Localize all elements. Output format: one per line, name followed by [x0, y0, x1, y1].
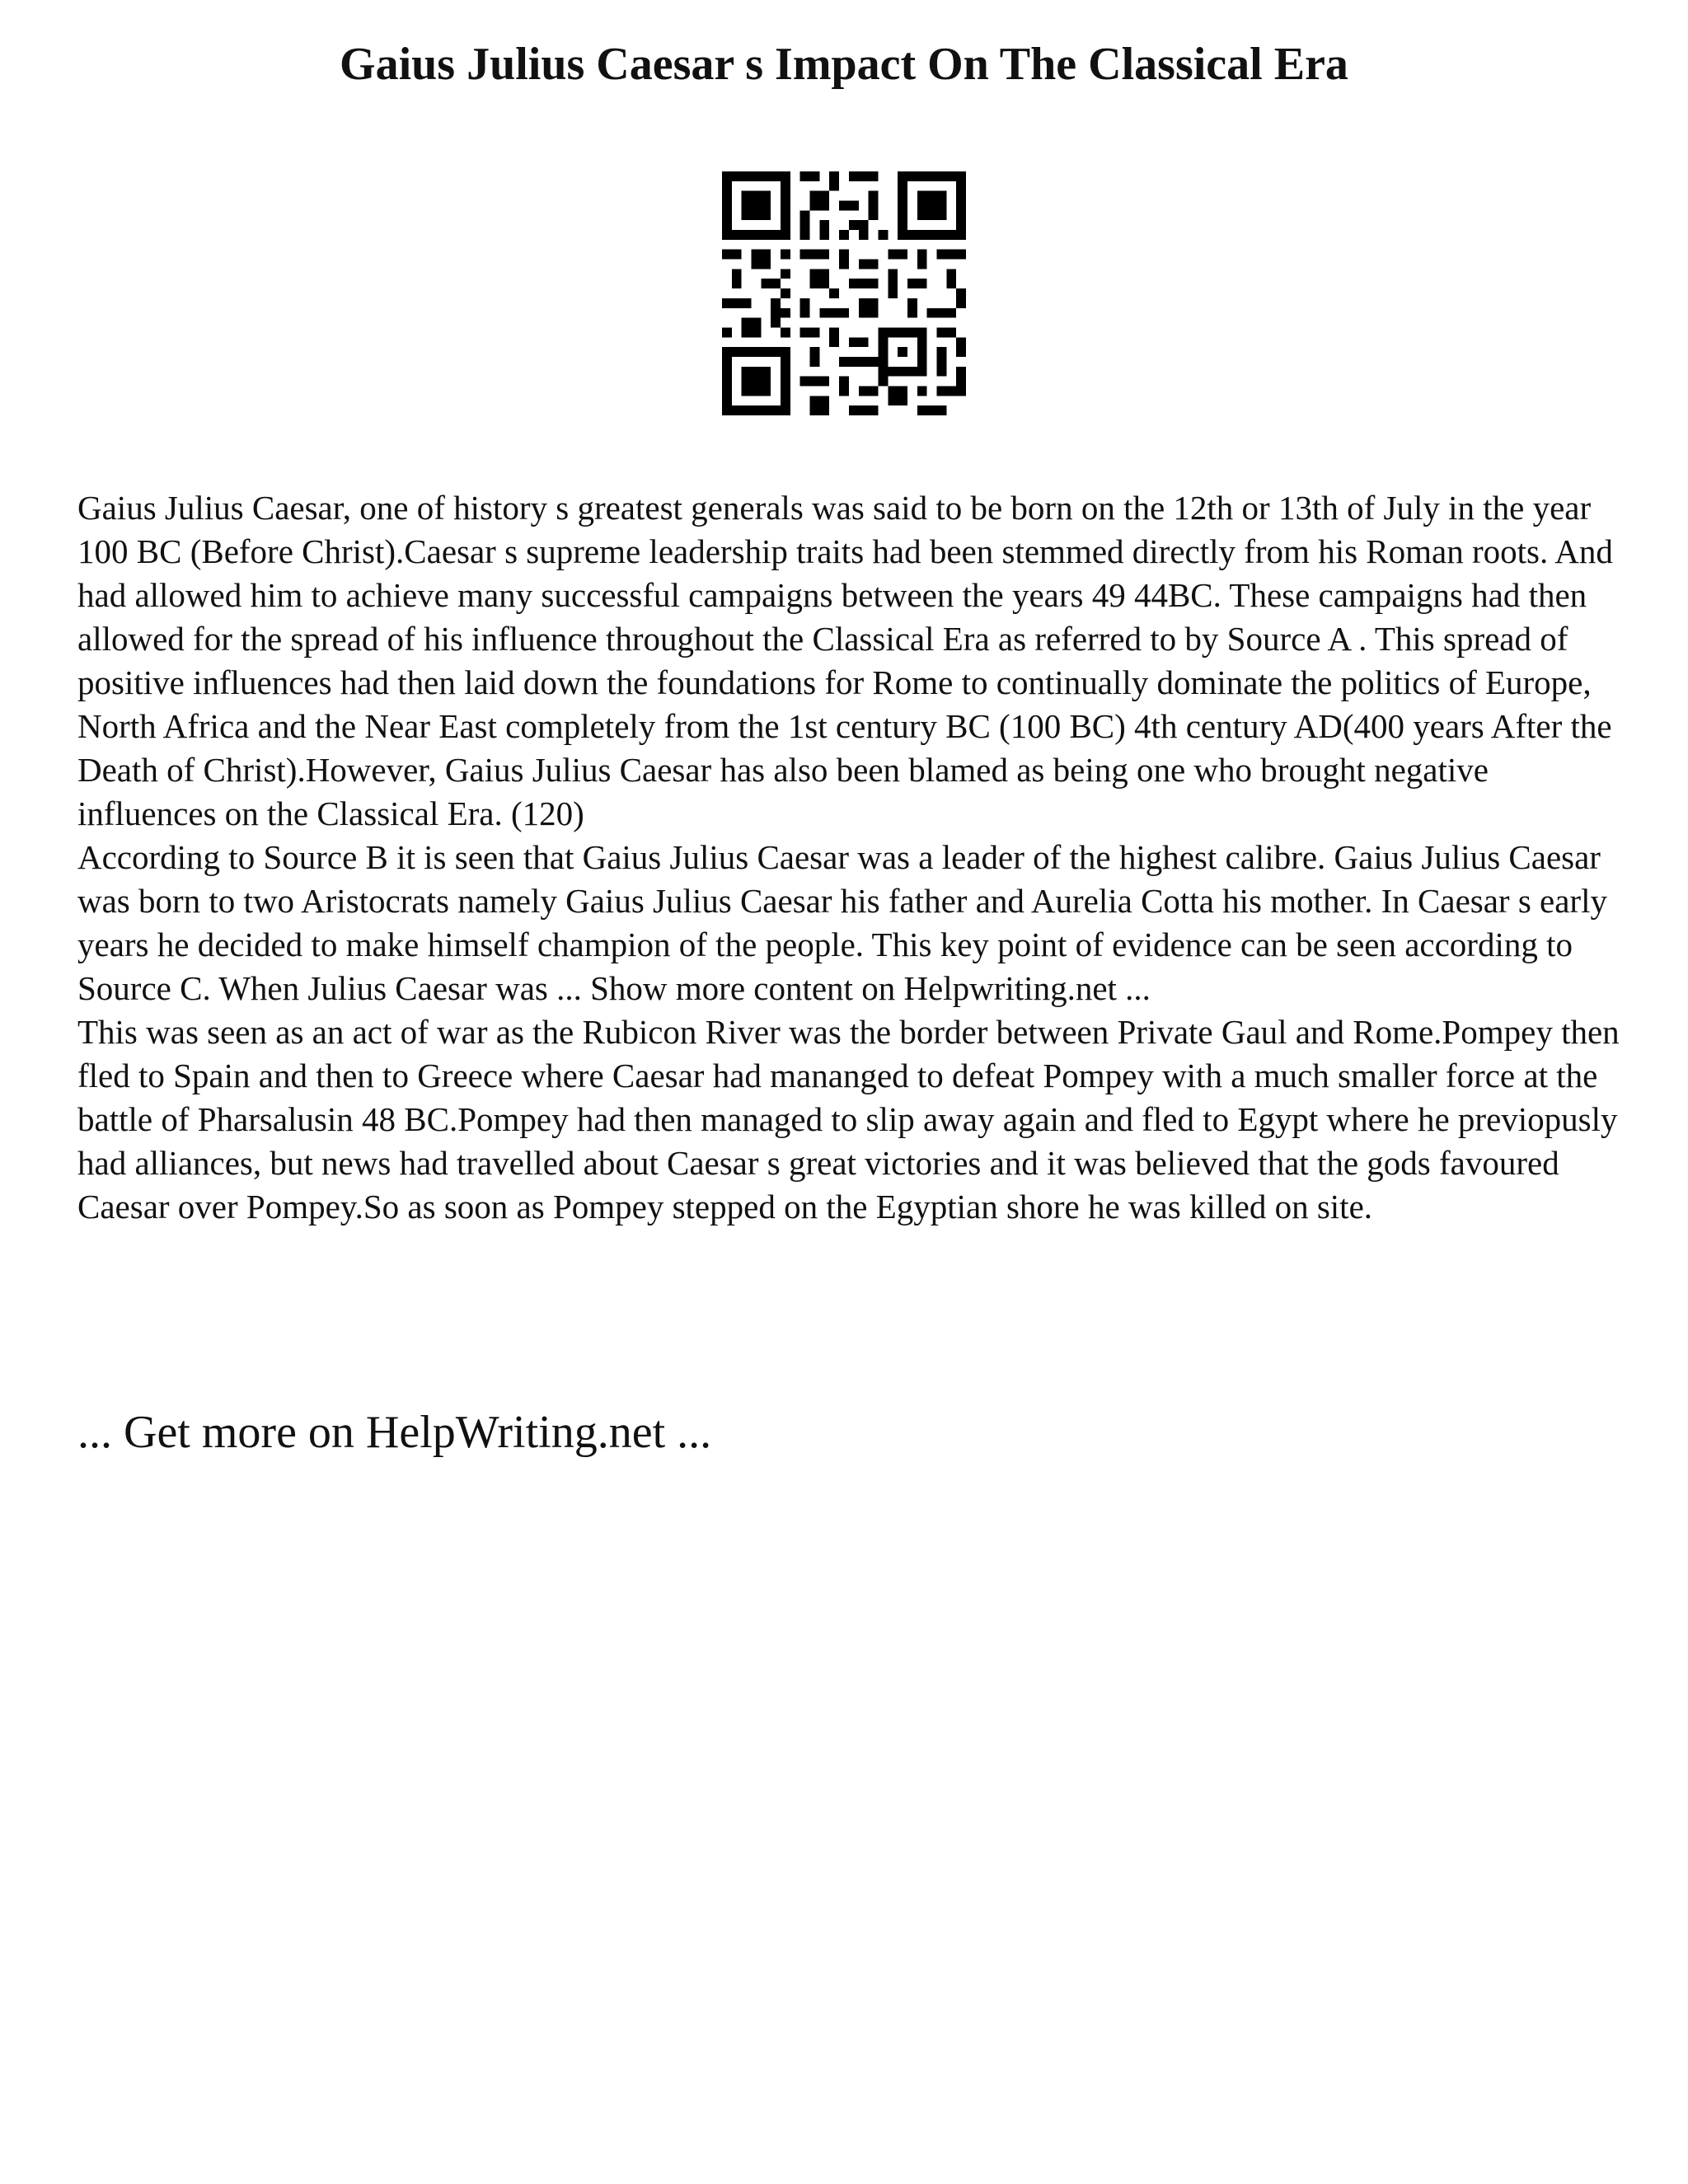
paragraph-rubicon: This was seen as an act of war as the Rubicon River was the border between Private Gaul and Rome.Pompey then fled to Spain and then to Greece where Caesar had mananged to defeat Pompey with a much smaller force at the battle of Pharsalusin 48 BC.Pompey had then managed to slip away again and fled to Egypt where he previopusly had alliances, but news had travelled about Caesar s great victories and it was believed that the gods favoured Caesar over Pompey.So as soon as Pompey stepped on the Egyptian shore he was killed on site.	[77, 1013, 1620, 1226]
paragraph-source-b: According to Source B it is seen that Gaius Julius Caesar was a leader of the highest calibre. Gaius Julius Caesar was born to two Aristocrats namely Gaius Julius Caesar his father and Aurelia Cotta his mother. In Caesar s early years he decided to make himself champion of the people. This key point of evidence can be seen according to Source C. When Julius Caesar was ... Show more content on Helpwriting.net ...	[77, 838, 1607, 1007]
get-more-link[interactable]: ... Get more on HelpWriting.net ...	[77, 1407, 712, 1458]
document-body	[77, 486, 1627, 1229]
paragraph-intro: Gaius Julius Caesar, one of history s greatest generals was said to be born on the 12th or 13th of July in the year 100 BC (Before Christ).Caesar s supreme leadership traits had been stemmed directly from his Roman roots. And had allowed him to achieve many successful campaigns between the years 49 44BC. These campaigns had then allowed for the spread of his influence throughout the Classical Era as referred to by Source A . This spread of positive influences had then laid down the foundations for Rome to continually dominate the politics of Europe, North Africa and the Near East completely from the 1st century BC (100 BC) 4th century AD(400 years After the Death of Christ).However, Gaius Julius Caesar has also been blamed as being one who brought negative influences on the Classical Era. (120)	[77, 489, 1613, 832]
qr-code-icon	[722, 171, 966, 415]
document-title: Gaius Julius Caesar s Impact On The Classical Era	[340, 39, 1348, 90]
